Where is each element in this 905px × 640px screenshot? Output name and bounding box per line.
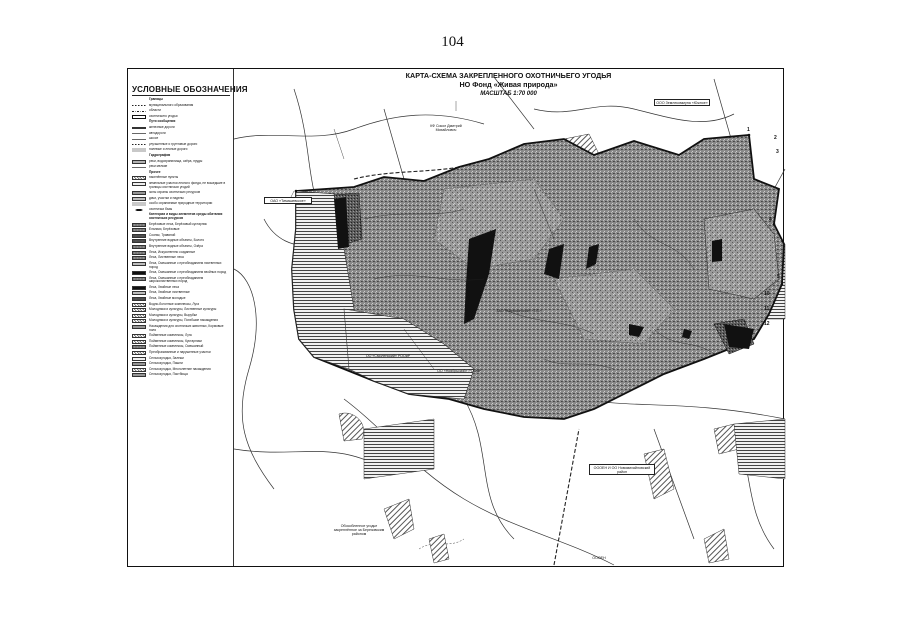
boundary-number: 12 bbox=[764, 321, 770, 327]
legend-label: Сельхозугодья, Залежи bbox=[149, 355, 184, 360]
place-label: ОО «Смоленский» РООиР bbox=[365, 354, 411, 358]
legend-label: Леса, Смешанные с преобладанием широколиственных пород bbox=[149, 275, 204, 284]
place-label: ОО «Ноябрьский» РООиР bbox=[437, 369, 481, 373]
legend-swatch bbox=[132, 286, 146, 290]
legend-swatch bbox=[132, 176, 146, 180]
legend-swatch bbox=[132, 239, 146, 243]
legend-label: Леса, Хвойные молодые bbox=[149, 295, 186, 300]
legend-swatch bbox=[132, 262, 146, 266]
legend-item bbox=[132, 291, 230, 295]
legend-label: Водно-болотные комплексы, Луга bbox=[149, 301, 200, 306]
legend-item bbox=[132, 277, 230, 285]
legend-label: Границы bbox=[149, 97, 163, 101]
legend-item bbox=[132, 368, 230, 372]
legend-item bbox=[132, 297, 230, 301]
legend-label: зоны охраны охотничьих ресурсов bbox=[149, 190, 201, 195]
legend-label: Пойменные комплексы, Луга bbox=[149, 333, 192, 338]
legend-item bbox=[132, 202, 230, 206]
legend-swatch bbox=[132, 143, 146, 147]
legend-swatch bbox=[132, 291, 146, 295]
legend-swatch bbox=[132, 351, 146, 355]
legend-item bbox=[132, 143, 230, 147]
legend-swatch bbox=[132, 271, 146, 275]
legend-swatch bbox=[132, 120, 146, 124]
legend-title: УСЛОВНЫЕ ОБОЗНАЧЕНИЯ bbox=[132, 85, 248, 94]
legend-label: Преобразованные и нарушенные участки bbox=[149, 349, 211, 354]
legend-section-header bbox=[132, 98, 230, 102]
legend-label: шоссе bbox=[149, 136, 159, 141]
legend-swatch bbox=[132, 325, 146, 329]
legend-label: автодороги bbox=[149, 130, 166, 135]
legend-item bbox=[132, 137, 230, 141]
boundary-number: 2 bbox=[774, 135, 777, 141]
page-number: 104 bbox=[441, 34, 464, 50]
place-label: Обособленное угодье закреплённое за Березовским районом bbox=[333, 524, 385, 536]
legend-swatch bbox=[132, 277, 146, 281]
legend-swatch bbox=[132, 303, 146, 307]
legend-item bbox=[132, 239, 230, 243]
legend-label: Сельхозугодья, Пашни bbox=[149, 361, 183, 366]
legend-item bbox=[132, 373, 230, 377]
map-area[interactable] bbox=[234, 69, 783, 566]
legend bbox=[128, 69, 248, 566]
legend-label: реки мелкие bbox=[149, 164, 168, 169]
map-title-line2: НО Фонд «Живая природа» bbox=[459, 79, 558, 89]
legend-swatch bbox=[132, 362, 146, 366]
legend-item bbox=[132, 351, 230, 355]
legend-swatch bbox=[132, 197, 146, 201]
legend-label: полевые и лесные дороги bbox=[149, 147, 188, 152]
legend-item bbox=[132, 303, 230, 307]
legend-item bbox=[132, 223, 230, 227]
legend-label: Молодняки и культуры, Погибшие насаждения bbox=[149, 318, 218, 323]
legend-item bbox=[132, 308, 230, 312]
legend-swatch bbox=[132, 373, 146, 377]
place-label: ОООЕН И ОО Новомихайловский район bbox=[589, 464, 655, 475]
legend-label: особо охраняемые природные территории bbox=[149, 201, 213, 206]
legend-label: Категории и виды элементов среды обитания охотничьих ресурсов bbox=[149, 212, 223, 221]
legend-item bbox=[132, 325, 230, 333]
legend-item bbox=[132, 191, 230, 195]
legend-label: Внутренние водные объекты, Озёра bbox=[149, 244, 203, 249]
legend-swatch bbox=[132, 334, 146, 338]
legend-item bbox=[132, 334, 230, 338]
legend-label: Гидрография bbox=[149, 152, 171, 157]
legend-swatch bbox=[132, 308, 146, 312]
legend-swatch bbox=[132, 109, 146, 113]
legend-swatch bbox=[132, 223, 146, 227]
legend-item bbox=[132, 126, 230, 130]
legend-item bbox=[132, 256, 230, 260]
legend-item bbox=[132, 104, 230, 108]
legend-swatch bbox=[132, 368, 146, 372]
legend-label: Леса, Смешанные с преобладанием хвойных пород bbox=[149, 270, 227, 274]
boundary-number: 1 bbox=[747, 127, 750, 133]
legend-swatch bbox=[132, 251, 146, 255]
legend-swatch bbox=[132, 213, 146, 217]
legend-swatch bbox=[132, 104, 146, 108]
legend-label: Молодняки и культуры, Лиственные культуры bbox=[149, 307, 217, 312]
place-label: ООО Землекоммуна «Южное» bbox=[654, 99, 710, 106]
legend-swatch bbox=[132, 160, 146, 164]
legend-item bbox=[132, 197, 230, 201]
legend-swatch bbox=[132, 171, 146, 175]
legend-label: Леса, Лиственные леса bbox=[149, 255, 184, 260]
legend-item bbox=[132, 319, 230, 323]
legend-item bbox=[132, 148, 230, 152]
map-sheet bbox=[127, 68, 784, 567]
legend-label: Берёзовые леса, Берёзовый кустарник bbox=[149, 221, 207, 226]
legend-item bbox=[132, 182, 230, 190]
legend-item bbox=[132, 251, 230, 255]
legend-swatch bbox=[132, 182, 146, 186]
legend-label: улучшенные и грунтовые дороги bbox=[149, 141, 198, 146]
legend-label: охотничьего угодья bbox=[149, 113, 178, 118]
legend-label: Ельники, Берёзовые bbox=[149, 227, 180, 232]
legend-label: Сельхозугодья, Пастбища bbox=[149, 372, 188, 377]
map-scale: МАСШТАБ 1:70 000 bbox=[480, 91, 537, 97]
legend-label: области bbox=[149, 108, 161, 113]
place-label: ОООЕН bbox=[592, 556, 606, 560]
legend-item bbox=[132, 262, 230, 270]
legend-label: Внутренние водные объекты, Болото bbox=[149, 238, 205, 243]
map-title-line1: КАРТА-СХЕМА ЗАКРЕПЛЕННОГО ОХОТНИЧЬЕГО УГОДЬЯ bbox=[405, 71, 612, 80]
legend-label: Насаждения для охотничьих животных, Кормовые поля bbox=[149, 323, 224, 332]
legend-label: Прочее bbox=[149, 169, 161, 174]
place-label: ОАО «Тимашевское» bbox=[264, 197, 312, 204]
legend-swatch bbox=[132, 256, 146, 260]
legend-swatch bbox=[132, 357, 146, 361]
legend-swatch bbox=[132, 319, 146, 323]
legend-swatch bbox=[132, 208, 146, 212]
map-title bbox=[234, 72, 783, 89]
legend-section-header bbox=[132, 154, 230, 158]
legend-item bbox=[132, 362, 230, 366]
boundary-number: 5 bbox=[777, 274, 780, 280]
legend-item bbox=[132, 176, 230, 180]
legend-item bbox=[132, 109, 230, 113]
legend-swatch bbox=[132, 314, 146, 318]
legend-swatch bbox=[132, 98, 146, 102]
legend-list bbox=[132, 98, 230, 377]
legend-label: Леса, Хвойные лиственные bbox=[149, 290, 190, 295]
legend-item bbox=[132, 271, 230, 275]
legend-item bbox=[132, 132, 230, 136]
legend-swatch bbox=[132, 127, 146, 129]
legend-label: населённые пункты bbox=[149, 175, 179, 180]
legend-label: Леса, Хвойные леса bbox=[149, 284, 180, 289]
legend-section-header bbox=[132, 171, 230, 175]
legend-label: реки, водохранилища, озёра, пруды bbox=[149, 158, 203, 163]
legend-item bbox=[132, 286, 230, 290]
legend-label: Сельхозугодья, Многолетние насаждения bbox=[149, 366, 211, 371]
boundary-number: 10 bbox=[764, 291, 770, 297]
legend-swatch bbox=[132, 137, 146, 141]
legend-label: Пути сообщения bbox=[149, 119, 176, 124]
place-label: ЗАО «Бирюсинский» «Г.В.» bbox=[496, 309, 542, 313]
legend-swatch bbox=[132, 191, 146, 195]
legend-item bbox=[132, 165, 230, 169]
legend-label: Пойменные комплексы, Смешанный bbox=[149, 344, 204, 349]
legend-label: охотничьи базы bbox=[149, 206, 173, 211]
boundary-number: 4 bbox=[769, 217, 772, 223]
legend-swatch bbox=[132, 165, 146, 169]
map-canvas bbox=[234, 69, 785, 565]
legend-label: железные дороги bbox=[149, 124, 175, 129]
legend-swatch bbox=[132, 345, 146, 349]
legend-item bbox=[132, 340, 230, 344]
legend-item bbox=[132, 245, 230, 249]
legend-label: муниципального образования bbox=[149, 102, 194, 107]
legend-item bbox=[132, 208, 230, 212]
legend-swatch bbox=[132, 228, 146, 232]
boundary-number: 11 bbox=[764, 306, 770, 312]
legend-swatch bbox=[132, 297, 146, 301]
legend-item bbox=[132, 234, 230, 238]
legend-swatch bbox=[132, 202, 146, 206]
legend-item bbox=[132, 314, 230, 318]
legend-item bbox=[132, 345, 230, 349]
legend-item bbox=[132, 160, 230, 164]
legend-swatch bbox=[132, 132, 146, 136]
legend-swatch bbox=[132, 234, 146, 238]
legend-label: Молодняки и культуры, Вырубки bbox=[149, 312, 197, 317]
boundary-number: 3 bbox=[776, 149, 779, 155]
place-label: КФ Сокол Дмитрий Михайлович bbox=[430, 124, 462, 132]
legend-section-header bbox=[132, 213, 230, 221]
legend-item bbox=[132, 357, 230, 361]
legend-label: Леса, Искусственно созданные bbox=[149, 249, 196, 254]
legend-label: Сосняк, Травяной bbox=[149, 232, 176, 237]
legend-swatch bbox=[132, 148, 146, 152]
legend-label: Пойменные комплексы, Кустарники bbox=[149, 338, 202, 343]
legend-swatch bbox=[132, 115, 146, 119]
legend-section-header bbox=[132, 120, 230, 124]
legend-swatch bbox=[132, 154, 146, 158]
legend-label: дачи, участки и наделы bbox=[149, 195, 184, 200]
legend-item bbox=[132, 115, 230, 119]
legend-label: Леса, Смешанные с преобладанием лиственных пород bbox=[149, 260, 222, 269]
legend-label: земельные участки лесного фонда, не вошедшие в границы охотничьих угодий bbox=[149, 180, 226, 189]
legend-swatch bbox=[132, 340, 146, 344]
legend-item bbox=[132, 228, 230, 232]
legend-swatch bbox=[132, 245, 146, 249]
